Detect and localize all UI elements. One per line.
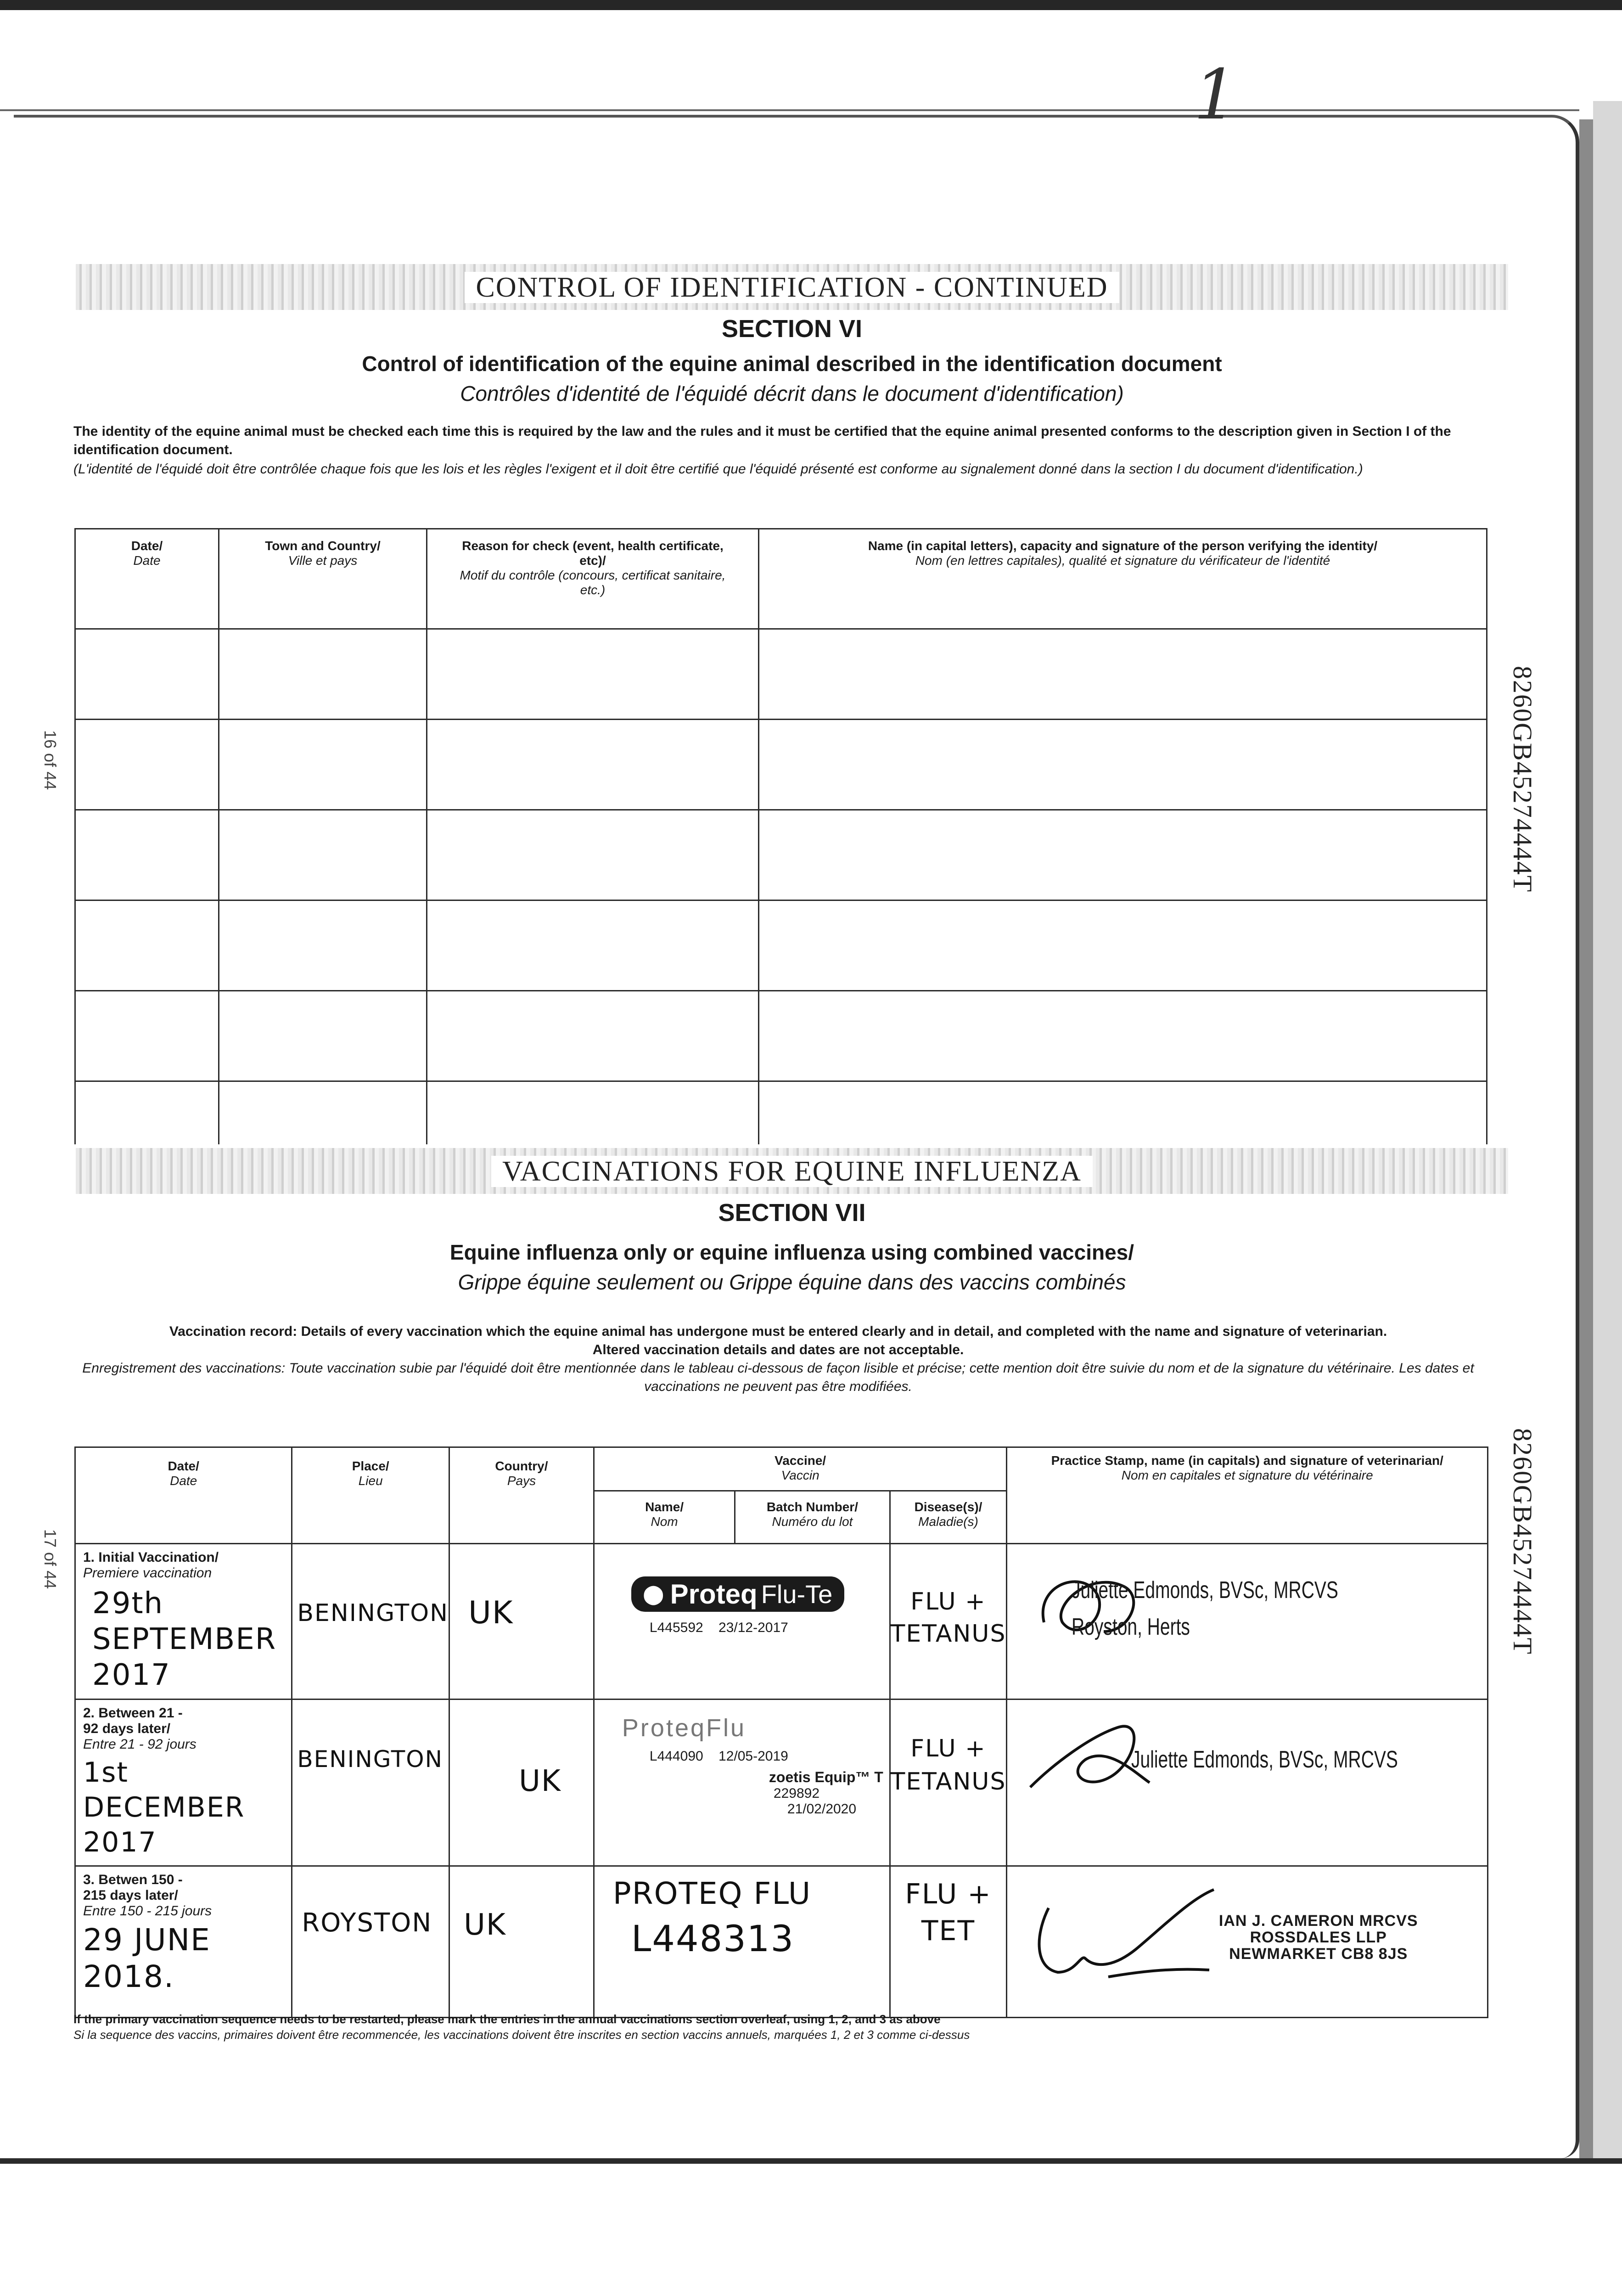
row3-disease: FLU + TET [905, 1878, 992, 1947]
row2-lot-date: 12/05-2019 [718, 1749, 788, 1764]
row2-disease-cell [890, 1699, 1007, 1866]
table-row [75, 1544, 1488, 1699]
col-vaccine-name: Name/ Nom [594, 1491, 735, 1544]
scan-right-shadow [1579, 119, 1593, 2158]
row1-place-cell [292, 1544, 449, 1699]
row3-country: UK [464, 1908, 506, 1942]
row3-place: ROYSTON [302, 1908, 432, 1938]
row3-date: 29 JUNE 2018. [83, 1922, 211, 1994]
col-verifier: Name (in capital letters), capacity and signature of the person verifying the identity/ Nom (en lettres capitales), qualité et signature du vérificateur de l'identité [759, 529, 1487, 629]
col-disease: Disease(s)/ Maladie(s) [890, 1491, 1007, 1544]
row2-disease: FLU + TETANUS [890, 1735, 1006, 1795]
table-row [75, 1699, 1488, 1866]
row3-stamp-line2: ROSSDALES LLP [1250, 1929, 1387, 1946]
row1-vet-name: Juliette Edmonds, BVSc, MRCVS [1072, 1577, 1339, 1604]
row2-lot: L444090 [649, 1749, 703, 1764]
col-town-country: Town and Country/ Ville et pays [219, 529, 427, 629]
section7-instructions-fr: Enregistrement des vaccinations: Toute vaccination subie par l'équidé doit être mentionnée dans le tableau ci-dessous de façon lisible et précise; cette mention doit être suivie du nom et de la signature du vétérinaire. Les dates et vaccinations ne peuvent pas être modifiées. [82, 1361, 1474, 1394]
id-code-section6: 8260GB45274444T [1508, 666, 1538, 893]
section7-subtitle-fr: Grippe équine seulement ou Grippe équine dans des vaccins combinés [458, 1270, 1126, 1294]
col-date: Date/ Date [75, 1447, 292, 1544]
row2-vaccine-cell [594, 1699, 890, 1866]
section6-banner [76, 264, 1508, 310]
id-code-section7: 8260GB45274444T [1508, 1428, 1538, 1655]
section7-subtitle-en: Equine influenza only or equine influenza using combined vaccines/ [449, 1240, 1134, 1264]
row2-label2-date: 21/02/2020 [787, 1801, 857, 1817]
col-reason: Reason for check (event, health certificate, etc)/ Motif du contrôle (concours, certificat sanitaire, etc.) [427, 529, 759, 629]
table-row [75, 810, 1487, 900]
row1-date-cell: 1. Initial Vaccination/ Premiere vaccination 29th SEPTEMBER 2017 [75, 1544, 292, 1699]
row3-vaccine-cell [594, 1866, 890, 2018]
row1-country: UK [468, 1595, 514, 1631]
row1-lot: L445592 [649, 1620, 703, 1635]
row2-place-cell [292, 1699, 449, 1866]
vial-icon: ⬤ [643, 1584, 664, 1604]
section6-instructions-en: The identity of the equine animal must be checked each time this is required by the law and the rules and it must be certified that the equine animal presented conforms to the description given in Section I of the identification document. [73, 424, 1451, 457]
row1-place: BENINGTON [297, 1599, 449, 1627]
vaccination-table [74, 1446, 1488, 2018]
section7-footnote-fr: Si la sequence des vaccins, primaires doivent être recommencée, les vaccinations doivent être inscrites en section vaccins annuels, marquées 1, 2 et 3 comme ci-dessus [73, 2028, 970, 2042]
row1-disease-cell [890, 1544, 1007, 1699]
row2-label2-lot: 229892 [773, 1786, 820, 1801]
row3-vaccine-name: PROTEQ FLU [612, 1876, 812, 1911]
row2-country: UK [519, 1764, 561, 1798]
section7-footnote-en: If the primary vaccination sequence needs to be restarted, please mark the entries in the annual vaccinations section overleaf, using 1, 2, and 3 as above [73, 2012, 941, 2026]
row2-vet-name: Juliette Edmonds, BVSc, MRCVS [1131, 1746, 1398, 1773]
page-number-16: 16 of 44 [41, 730, 60, 790]
table-row [75, 900, 1487, 991]
row2-stamp-cell [1007, 1699, 1488, 1866]
section7-banner-title: VACCINATIONS FOR EQUINE INFLUENZA [491, 1156, 1093, 1187]
row1-vet-place: Royston, Herts [1072, 1614, 1190, 1640]
section7-instructions-en2: Altered vaccination details and dates are not acceptable. [592, 1342, 964, 1357]
row2-label2-brand: zoetis Equip™ T [769, 1769, 883, 1785]
table-row [75, 1081, 1487, 1144]
row2-place: BENINGTON [297, 1746, 443, 1773]
section6-banner-title: CONTROL OF IDENTIFICATION - CONTINUED [465, 272, 1119, 303]
table-row [75, 629, 1487, 720]
identification-check-table [74, 528, 1487, 1144]
section7-label: SECTION VII [718, 1199, 866, 1227]
row1-disease: FLU + TETANUS [890, 1588, 1006, 1648]
row2-date: 1st DECEMBER 2017 [83, 1756, 245, 1858]
col-date: Date/ Date [75, 529, 219, 629]
row1-vaccine-label: ⬤ Proteq Flu-Te [631, 1576, 844, 1612]
row1-country-cell [449, 1544, 594, 1699]
scan-bottom-edge [0, 2158, 1622, 2164]
section6-instructions-fr: (L'identité de l'équidé doit être contrôlée chaque fois que les lois et les règles l'exigent et il doit être certifié que l'équidé présenté est conforme au signalement donné dans la section I du document d'identification.) [73, 461, 1363, 477]
section6-subtitle-en: Control of identification of the equine animal described in the identification document [362, 352, 1222, 376]
section6-subtitle-fr: Contrôles d'identité de l'équidé décrit dans le document d'identification) [460, 382, 1124, 405]
row2-vaccine-label: ProteqFlu [622, 1714, 746, 1742]
row1-vaccine-cell [594, 1544, 890, 1699]
table-row [75, 991, 1487, 1081]
col-batch: Batch Number/ Numéro du lot [735, 1491, 890, 1544]
row1-lot-date: 23/12-2017 [718, 1620, 788, 1635]
row1-date: 29th SEPTEMBER 2017 [92, 1587, 277, 1692]
section7-instructions-en: Vaccination record: Details of every vaccination which the equine animal has undergone must be entered clearly and in detail, and completed with the name and signature of veterinarian. [169, 1324, 1387, 1339]
row1-stamp-cell [1007, 1544, 1488, 1699]
row2-date-cell: 2. Between 21 - 92 days later/ Entre 21 - 92 jours 1st DECEMBER 2017 [75, 1699, 292, 1866]
row3-place-cell [292, 1866, 449, 2018]
scan-top-edge [0, 0, 1622, 10]
top-rule [0, 109, 1579, 111]
table-row [75, 720, 1487, 810]
row3-date-cell: 3. Betwen 150 - 215 days later/ Entre 150 - 215 jours 29 JUNE 2018. [75, 1866, 292, 2018]
page-mark: 1 [1194, 55, 1238, 135]
row2-country-cell [449, 1699, 594, 1866]
row3-country-cell [449, 1866, 594, 2018]
row3-vet-stamp [1021, 1903, 1487, 1962]
row3-stamp-cell [1007, 1866, 1488, 2018]
scan-right-edge [1593, 101, 1622, 2158]
row3-disease-cell [890, 1866, 1007, 2018]
page-number-17: 17 of 44 [41, 1529, 60, 1589]
section6-label: SECTION VI [721, 315, 863, 343]
row3-stamp-line3: NEWMARKET CB8 8JS [1229, 1945, 1408, 1963]
section7-banner [76, 1148, 1508, 1194]
table-row [75, 1866, 1488, 2018]
col-vaccine: Vaccine/ Vaccin [594, 1447, 1007, 1491]
col-country: Country/ Pays [449, 1447, 594, 1544]
row3-stamp-line1: IAN J. CAMERON MRCVS [1218, 1912, 1418, 1930]
row3-batch: L448313 [631, 1919, 795, 1960]
col-place: Place/ Lieu [292, 1447, 449, 1544]
col-practice-stamp: Practice Stamp, name (in capitals) and signature of veterinarian/ Nom en capitales et signature du vétérinaire [1007, 1447, 1488, 1544]
